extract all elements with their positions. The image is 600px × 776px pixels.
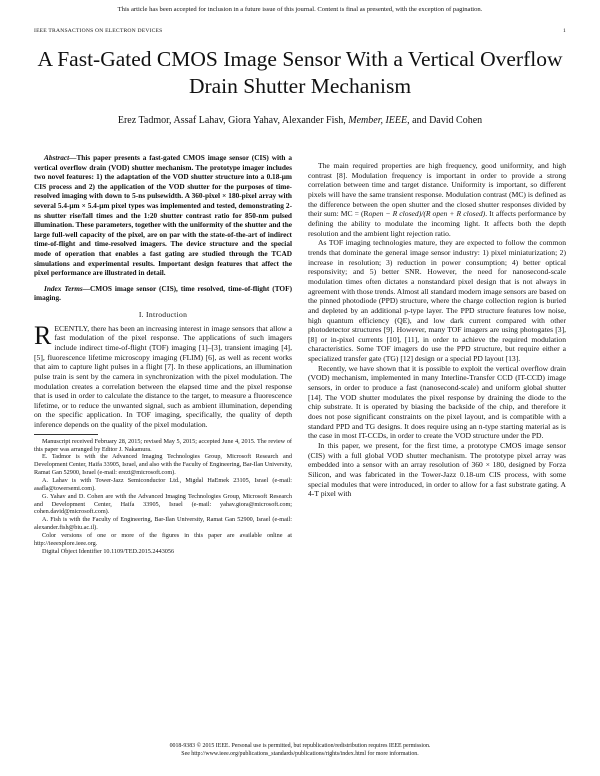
properties-text: The main required properties are high frequency, good uniformity, and high contrast [8]. Modulation frequency is important in order to provide a strong correlation between time and target distance. Uniformity is important, so different pixels will have the same transient response. Modulation contrast (MC) is defined as the difference between the open shutter and the closed shutter responses divided by their sum: MC = (R [308, 161, 566, 219]
page-number: 1 [563, 28, 566, 34]
acceptance-banner: This article has been accepted for inclusion in a future issue of this journal. Content is final as presented, with the exception of pagination. [117, 6, 483, 13]
footnote-doi: Digital Object Identifier 10.1109/TED.2015.2443056 [42, 547, 175, 555]
properties-text-tail: . It affects performance by defining the ability to modulate the incoming light. It affects both the depth resolution and the ambient light rejection ratio. [308, 209, 566, 238]
intro-text: there has been an increasing interest in image sensors that allow a fast modulation of the pixel response. The applications of such imagers include indirect time-of-flight (TOF) imaging [1]–[3], transient imaging [4], [5], fluorescence lifetime microscopy imaging (FLIM) [6], as well as recent works that aim to capture light pulses in a flight [7]. In these applications, an illumination pulse train is sent by the camera in synchronization with the pixel modulation. The modulation creates a correlation between the elapsed time and the pixel response that is used in order to calculate the distance to the target, to measure a fluorescence lifetime, or to reduce the unwanted signal, such as ambient illumination, depending on the specific application. In TOF imaging, specifically, the quality of depth inference depends on the quality of the pixel modulation. [34, 323, 292, 430]
index-terms-text: —CMOS image sensor (CIS), time resolved, time-of-flight (TOF) imaging. [34, 283, 292, 303]
journal-name: IEEE TRANSACTIONS ON ELECTRON DEVICES [34, 28, 163, 34]
paragraph-prototype: In this paper, we present, for the first time, a prototype CMOS image sensor (CIS) with a full global VOD shutter mechanism. The prototype pixel array was embedded into a sensor with an array resolution of 360 × 180, designed by Forza Silicon, and was fabricated in the Tower-Jazz 0.18-um CIS process, with some special modules that were introduced, in order to allow for a fast substrate gating. A 4-T pixel with [308, 441, 566, 499]
footnote-manuscript: Manuscript received February 28, 2015; revised May 5, 2015; accepted June 4, 2015. The review of this paper was arranged by Editor J. Nakamura. [34, 437, 292, 453]
footnote-lahav: A. Lahav is with Tower-Jazz Semiconductor Ltd., Migdal HaEmek 23105, Israel (e-mail: asafla@towersemi.com). [34, 477, 292, 492]
drop-cap: R [34, 320, 52, 350]
abstract [34, 153, 292, 278]
footnote-divider [34, 434, 98, 435]
footnotes [34, 438, 292, 556]
right-column [308, 161, 566, 499]
copyright-footer [0, 743, 600, 758]
intro-paragraph [34, 320, 292, 430]
author-last: , and David Cohen [407, 115, 483, 126]
author-list [30, 115, 570, 127]
rights-link[interactable]: See http://www.ieee.org/publications_standards/publications/rights/index.html for more information. [181, 750, 419, 757]
index-terms-label: Index Terms [44, 283, 83, 293]
abstract-label: Abstract [44, 153, 70, 162]
author-membership: Member, IEEE [348, 115, 408, 126]
footnote-yahav-cohen: G. Yahav and D. Cohen are with the Advanced Imaging Technologies Group, Microsoft Research and Development Center, Haifa 33905, Israel (e-mail: yahav.giora@microsoft.com; cohen.david@microsoft.com). [34, 492, 292, 516]
paragraph-properties [308, 161, 566, 238]
paragraph-trends: As TOF imaging technologies mature, they are expected to follow the common trends that dominate the general image sensor industry: 1) pixel miniaturization; 2) increase in resolution; 3) reduction in power consumption; 4) better optical responsivity; and 5) better SNR. However, the need for nanosecond-scale modulation times often dictates a nonstandard pixel design that is not always in agreement with those trends. Almost all standard modern image sensors are based on the pinned photodiode (PPD) structure, where the charge collection region is buried and depleted by an additional p-type layer. The PPD structure features low noise, high quantum efficiency (QE), and low dark current compared with other photodetector structures [9]. However, many TOF imagers are using photogates [3], [8] or in-pixel currents [10], [11], in order to achieve the required modulation characteristics. Some TOF imagers do use the PPD structure, but require either a specialized transfer gate (TG) [12] design or a special PD layout [13]. [308, 238, 566, 364]
footnote-fish: A. Fish is with the Faculty of Engineering, Bar-Ilan University, Ramat Gan 52900, Israel (e-mail: alexander.fish@biu.ac.il). [34, 516, 292, 532]
section-heading-introduction: I. Introduction [138, 309, 188, 319]
author-names: Erez Tadmor, Assaf Lahav, Giora Yahav, Alexander Fish, [117, 115, 349, 126]
left-column [34, 153, 292, 555]
intro-first-word: ECENTLY, [54, 323, 90, 333]
copyright-line: 0018-9383 © 2015 IEEE. Personal use is permitted, but republication/redistribution requires IEEE permission. [169, 743, 431, 749]
index-terms [34, 284, 292, 303]
paragraph-vod: Recently, we have shown that it is possible to exploit the vertical overflow drain (VOD) mechanism, implemented in many Interline-Transfer CCD (IT-CCD) image sensors, in order to produce a fast (nanosecond-scale) and uniform global shutter [14]. The VOD shutter modulates the pixel response by draining the diode to the chip substrate. It is operated by biasing the backside of the chip, and therefore it does not pose significant constraints on the pixel layout, and is compatible with a standard PPD and TG designs. It does require using an n-type starting material as is the case in most IT-CCDs, in order to create the VOD structure under the PD. [308, 363, 566, 441]
footnote-tadmor: E. Tadmor is with the Advanced Imaging Technologies Group, Microsoft Research and Development Center, Haifa 33905, Israel, and also with the Faculty of Engineering, Bar-Ilan University, Ramat Gan 52900, Israel (e-mail: erezt@microsoft.com). [34, 453, 292, 477]
paper-title: A Fast-Gated CMOS Image Sensor With a Vertical Overflow Drain Shutter Mechanism [37, 47, 563, 98]
running-header [34, 28, 566, 37]
abstract-text: —This paper presents a fast-gated CMOS image sensor (CIS) with a vertical overflow drain (VOD) shutter mechanism. The prototype imager includes two novel features: 1) the adaptation of the VOD shutter structure into a 0.18-μm CIS process and 2) the application of the VOD shutter for the purposes of time-resolved imaging with down to 5-ns pulsewidth. A 360-pixel × 180-pixel array with several 5.4-μm × 5.4-μm pixel types was implemented and tested, demonstrating 2-ns shutter rise/fall times and the 1:20 shutter contrast ratio for 850-nm pulsed illumination. These parameters, together with the uniformity of the shutter and the large full-well capacity of the pixel, are on par with the state-of-the-art of indirect time-of-flight and time-resolved imagers. The device structure and the special mode of operation that enables a fast gating are studied through the TCAD simulations and experimental results. Important design features that affect the pixel performance are illustrated in detail. [34, 153, 293, 278]
footnote-color: Color versions of one or more of the figures in this paper are available online at http://ieeexplore.ieee.org. [34, 531, 292, 547]
mc-formula: open − R closed)/(R open + R closed) [368, 209, 486, 219]
